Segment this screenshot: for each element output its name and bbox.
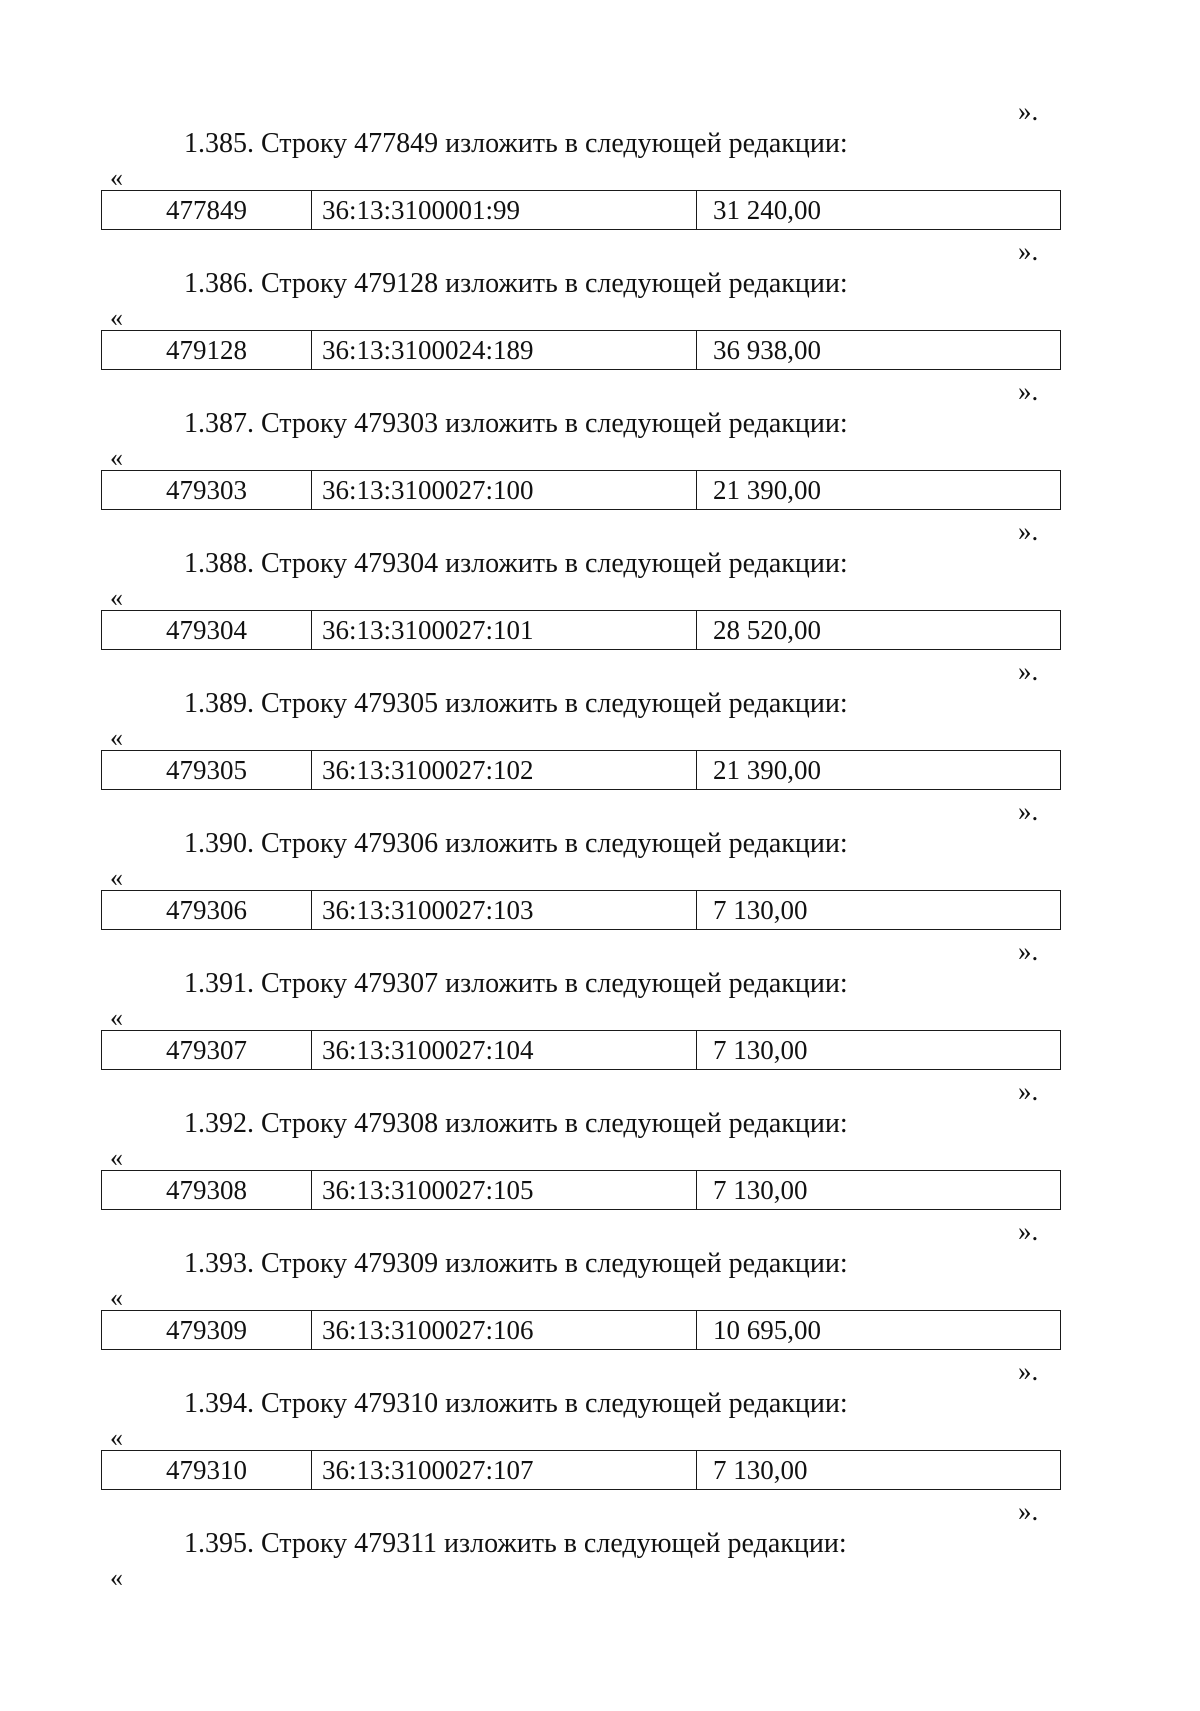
amendment-paragraph: 1.394. Строку 479310 изложить в следующей редакции: [184,1388,848,1419]
value-cell: 21 390,00 [713,475,821,505]
cadastral-number-cell: 36:13:3100027:104 [312,1031,697,1069]
amendment-paragraph: 1.392. Строку 479308 изложить в следующей редакции: [184,1108,848,1139]
amendment-paragraph: 1.389. Строку 479305 изложить в следующей редакции: [184,688,848,719]
closing-quote: ». [1018,936,1039,966]
value-cell: 36 938,00 [713,335,821,365]
value-cell: 7 130,00 [713,1175,808,1205]
row-number-cell: 477849 [102,191,312,229]
row-number-cell: 479309 [102,1311,312,1349]
closing-quote: ». [1018,1076,1039,1106]
opening-quote: « [110,1423,123,1452]
amendment-paragraph: 1.387. Строку 479303 изложить в следующей редакции: [184,408,848,439]
table-row [101,1310,1061,1350]
table-row [101,190,1061,230]
opening-quote: « [110,863,123,892]
value-cell: 7 130,00 [713,895,808,925]
cadastral-number-cell: 36:13:3100027:106 [312,1311,697,1349]
opening-quote: « [110,163,123,192]
opening-quote: « [110,1563,123,1592]
closing-quote: ». [1018,1216,1039,1246]
value-cell: 7 130,00 [713,1455,808,1485]
row-number-cell: 479308 [102,1171,312,1209]
closing-quote: ». [1018,236,1039,266]
cadastral-number-cell: 36:13:3100027:105 [312,1171,697,1209]
opening-quote: « [110,1143,123,1172]
opening-quote: « [110,583,123,612]
amendment-paragraph: 1.385. Строку 477849 изложить в следующей редакции: [184,128,848,159]
amendment-paragraph: 1.390. Строку 479306 изложить в следующей редакции: [184,828,848,859]
closing-quote: ». [1018,1356,1039,1386]
table-row [101,330,1061,370]
table-row [101,750,1061,790]
amendment-paragraph: 1.388. Строку 479304 изложить в следующей редакции: [184,548,848,579]
table-row [101,890,1061,930]
closing-quote: ». [1018,376,1039,406]
cadastral-number-cell: 36:13:3100027:100 [312,471,697,509]
amendment-paragraph: 1.395. Строку 479311 изложить в следующей редакции: [184,1528,847,1559]
row-number-cell: 479307 [102,1031,312,1069]
closing-quote: ». [1018,1496,1039,1526]
row-number-cell: 479303 [102,471,312,509]
cadastral-number-cell: 36:13:3100027:107 [312,1451,697,1489]
value-cell: 28 520,00 [713,615,821,645]
table-row [101,470,1061,510]
cadastral-number-cell: 36:13:3100027:101 [312,611,697,649]
closing-quote: ». [1018,96,1039,126]
cadastral-number-cell: 36:13:3100027:103 [312,891,697,929]
table-row [101,1170,1061,1210]
row-number-cell: 479128 [102,331,312,369]
row-number-cell: 479304 [102,611,312,649]
amendment-paragraph: 1.391. Строку 479307 изложить в следующей редакции: [184,968,848,999]
amendment-paragraph: 1.386. Строку 479128 изложить в следующей редакции: [184,268,848,299]
opening-quote: « [110,1283,123,1312]
closing-quote: ». [1018,656,1039,686]
opening-quote: « [110,443,123,472]
value-cell: 21 390,00 [713,755,821,785]
cadastral-number-cell: 36:13:3100024:189 [312,331,697,369]
value-cell: 31 240,00 [713,195,821,225]
opening-quote: « [110,723,123,752]
row-number-cell: 479305 [102,751,312,789]
table-row [101,1450,1061,1490]
table-row [101,1030,1061,1070]
row-number-cell: 479310 [102,1451,312,1489]
cadastral-number-cell: 36:13:3100001:99 [312,191,697,229]
row-number-cell: 479306 [102,891,312,929]
opening-quote: « [110,303,123,332]
closing-quote: ». [1018,796,1039,826]
value-cell: 10 695,00 [713,1315,821,1345]
table-row [101,610,1061,650]
cadastral-number-cell: 36:13:3100027:102 [312,751,697,789]
value-cell: 7 130,00 [713,1035,808,1065]
amendment-paragraph: 1.393. Строку 479309 изложить в следующей редакции: [184,1248,848,1279]
closing-quote: ». [1018,516,1039,546]
opening-quote: « [110,1003,123,1032]
